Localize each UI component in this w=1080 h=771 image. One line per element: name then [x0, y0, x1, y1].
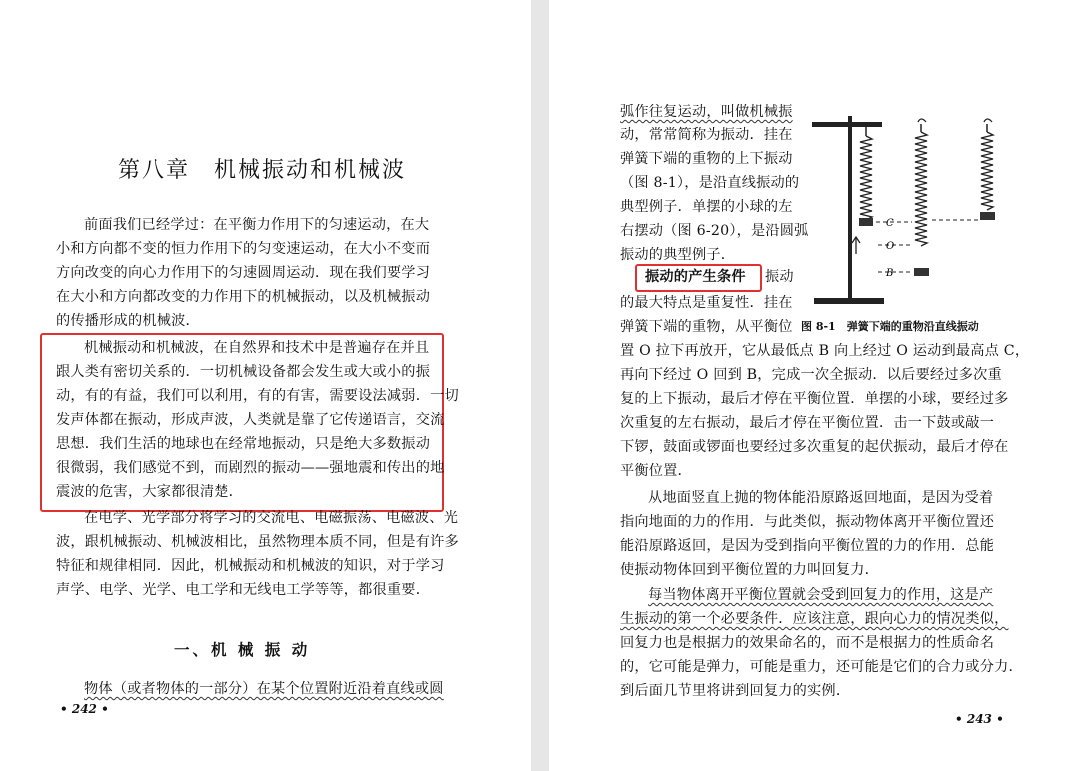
body-line: 到后面几节里将讲到回复力的实例．	[620, 683, 851, 699]
body-line: 的最大特点是重复性．挂在	[620, 295, 793, 311]
body-line: 回复力也是根据力的效果命名的，而不是根据力的性质命名	[620, 635, 995, 651]
section-heading: 振动的产生条件	[645, 269, 746, 285]
body-line: 在电学、光学部分将学习的交流电、电磁振荡、电磁波、光	[84, 510, 459, 526]
body-line: 波，跟机械振动、机械波相比，虽然物理本质不同，但是有许多	[56, 534, 459, 550]
body-line: 下锣，鼓面或锣面也要经过多次重复的起伏振动，最后才停在	[620, 439, 1009, 455]
left-page	[0, 0, 531, 771]
body-line: 复的上下振动，最后才停在平衡位置．单摆的小球，要经过多	[620, 391, 1009, 407]
weight-right	[980, 212, 995, 220]
spring-left	[860, 136, 872, 220]
intro-line: 的传播形成的机械波．	[56, 313, 200, 329]
body-line: 振动	[765, 269, 794, 285]
body-line: 物体（或者物体的一部分）在某个位置附近沿着直线或圆	[84, 681, 444, 697]
body-line: 典型例子．单摆的小球的左	[620, 199, 793, 215]
body-line: 弧作往复运动，叫做机械振	[620, 104, 793, 120]
highlighted-line: 震波的危害，大家都很清楚．	[56, 484, 244, 500]
label-b: B	[886, 268, 894, 279]
body-line: 每当物体离开平衡位置就会受到回复力的作用，这是产	[648, 587, 994, 603]
body-line: 能沿原路返回，是因为受到指向平衡位置的力的作用．总能	[620, 538, 995, 554]
highlighted-line: 很微弱，我们感觉不到，而剧烈的振动——强地震和传出的地	[56, 460, 445, 476]
chapter-title: 第八章 机械振动和机械波	[118, 158, 407, 183]
page-gutter	[531, 0, 549, 771]
page-number: • 243 •	[955, 712, 1004, 726]
body-line: 指向地面的力的作用．与此类似，振动物体离开平衡位置还	[620, 514, 995, 530]
body-line: 动，常常简称为振动．挂在	[620, 127, 793, 143]
highlighted-line: 机械振动和机械波，在自然界和技术中是普遍存在并且	[84, 340, 430, 356]
body-line: 声学、电学、光学、电工学和无线电工学等等，都很重要．	[56, 582, 431, 598]
section-title: 一、机 械 振 动	[174, 640, 311, 659]
highlighted-line: 发声体都在振动，形成声波，人类就是靠了它传递语言，交流	[56, 412, 445, 428]
body-line: 特征和规律相同．因此，机械振动和机械波的知识，对于学习	[56, 558, 445, 574]
figure-caption: 图 8-1 弹簧下端的重物沿直线振动	[801, 320, 979, 333]
spring-right	[981, 132, 993, 210]
body-line: 振动的典型例子．	[620, 247, 736, 263]
body-line: 右摆动（图 6-20），是沿圆弧	[620, 223, 809, 239]
body-line: （图 8-1），是沿直线振动的	[620, 175, 800, 191]
body-line: 从地面竖直上抛的物体能沿原路返回地面，是因为受着	[648, 490, 994, 506]
weight-middle	[914, 268, 929, 276]
intro-line: 小和方向都不变的恒力作用下的匀变速运动，在大小不变而	[56, 241, 431, 257]
highlighted-line: 思想．我们生活的地球也在经常地振动，只是绝大多数振动	[56, 436, 431, 452]
spring-mass-figure	[806, 102, 1016, 310]
intro-line: 方向改变的向心力作用下的匀速圆周运动．现在我们要学习	[56, 265, 431, 281]
body-line: 生振动的第一个必要条件．应该注意，跟向心力的情况类似，	[620, 611, 1009, 627]
body-line: 平衡位置．	[620, 463, 692, 479]
body-line: 置 O 拉下再放开，它从最低点 B 向上经过 O 运动到最高点 C，	[620, 343, 1030, 359]
body-line: 次重复的左右振动，最后才停在平衡位置．击一下鼓或敲一	[620, 415, 995, 431]
body-line: 弹簧下端的重物，从平衡位	[620, 319, 793, 335]
spring-middle	[915, 132, 927, 246]
label-o: O	[886, 241, 895, 252]
body-line: 弹簧下端的重物的上下振动	[620, 151, 793, 167]
label-c: C	[886, 218, 894, 229]
highlighted-line: 跟人类有密切关系的．一切机械设备都会发生或大或小的振	[56, 364, 431, 380]
body-line: 使振动物体回到平衡位置的力叫回复力．	[620, 562, 879, 578]
highlighted-line: 动，有的有益，我们可以利用，有的有害，需要设法减弱．一切	[56, 388, 459, 404]
body-line: 的，它可能是弹力，可能是重力，还可能是它们的合力或分力．	[620, 659, 1023, 675]
intro-line: 前面我们已经学过：在平衡力作用下的匀速运动，在大	[84, 217, 430, 233]
page-number: • 242 •	[60, 702, 109, 716]
weight-left	[859, 218, 873, 226]
intro-line: 在大小和方向都改变的力作用下的机械振动，以及机械振动	[56, 289, 431, 305]
body-line: 再向下经过 O 回到 B，完成一次全振动．以后要经过多次重	[620, 367, 1002, 383]
